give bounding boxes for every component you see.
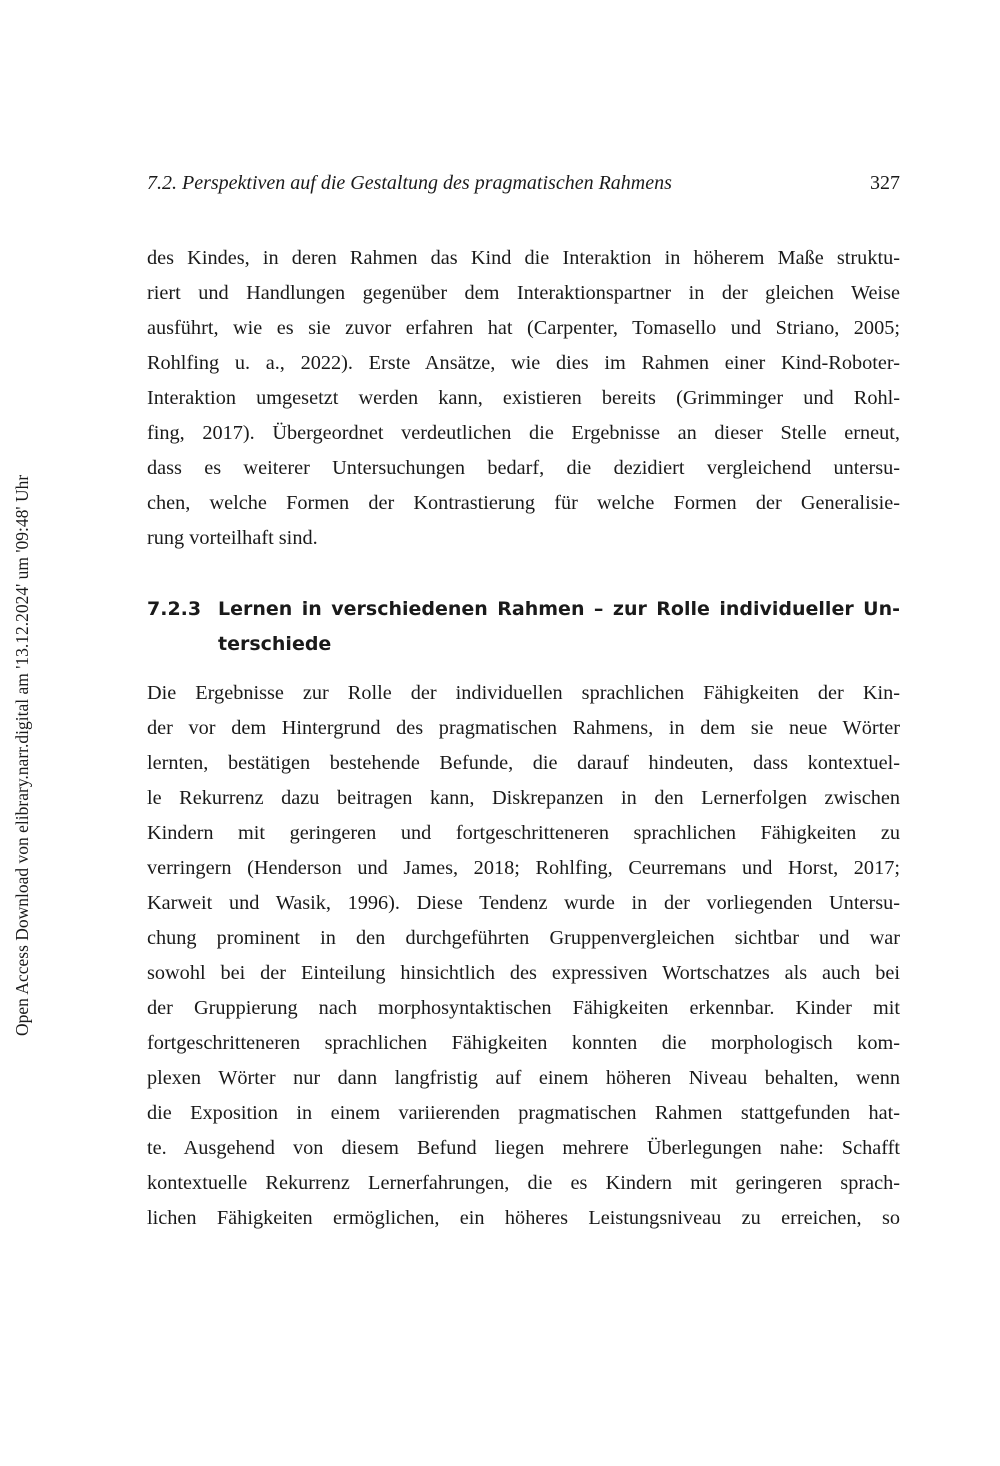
text-line: chung prominent in den durchgeführten Gruppenvergleichen sichtbar und war (147, 927, 900, 949)
section-title-line: Lernen in verschiedenen Rahmen – zur Rolle individueller Un- (218, 598, 900, 620)
paragraph-1 (147, 241, 900, 556)
text-line: le Rekurrenz dazu beitragen kann, Diskrepanzen in den Lernerfolgen zwischen (147, 787, 900, 809)
text-line: lernten, bestätigen bestehende Befunde, die darauf hindeuten, dass kontextuel- (147, 752, 900, 774)
section-title-line: terschiede (218, 633, 332, 655)
text-line: kontextuelle Rekurrenz Lernerfahrungen, die es Kindern mit geringeren sprach- (147, 1172, 900, 1194)
section-number: 7.2.3 (147, 598, 202, 620)
text-line: Die Ergebnisse zur Rolle der individuellen sprachlichen Fähigkeiten der Kin- (147, 682, 900, 704)
text-line: lichen Fähigkeiten ermöglichen, ein höheres Leistungsniveau zu erreichen, so (147, 1207, 900, 1229)
text-line: rung vorteilhaft sind. (147, 527, 318, 549)
text-line: Rohlfing u. a., 2022). Erste Ansätze, wie dies im Rahmen einer Kind-Roboter- (147, 352, 900, 374)
text-line: fortgeschritteneren sprachlichen Fähigkeiten konnten die morphologisch kom- (147, 1032, 900, 1054)
section-title (218, 592, 900, 662)
access-watermark: Open Access Download von elibrary.narr.digital am '13.12.2024' um '09:48' Uhr (12, 474, 32, 1036)
text-line: der vor dem Hintergrund des pragmatischen Rahmens, in dem sie neue Wörter (147, 717, 900, 739)
text-line: ausführt, wie es sie zuvor erfahren hat (Carpenter, Tomasello und Striano, 2005; (147, 317, 900, 339)
running-title: 7.2. Perspektiven auf die Gestaltung des pragmatischen Rahmens (147, 172, 672, 194)
running-header (147, 168, 900, 198)
text-line: Kindern mit geringeren und fortgeschritteneren sprachlichen Fähigkeiten zu (147, 822, 900, 844)
text-line: riert und Handlungen gegenüber dem Interaktionspartner in der gleichen Weise (147, 282, 900, 304)
text-line: plexen Wörter nur dann langfristig auf einem höheren Niveau behalten, wenn (147, 1067, 900, 1089)
text-line: verringern (Henderson und James, 2018; Rohlfing, Ceurremans und Horst, 2017; (147, 857, 900, 879)
text-line: te. Ausgehend von diesem Befund liegen mehrere Überlegungen nahe: Schafft (147, 1137, 900, 1159)
paragraph-2 (147, 676, 900, 1236)
text-line: des Kindes, in deren Rahmen das Kind die Interaktion in höherem Maße struktu- (147, 247, 900, 269)
text-line: die Exposition in einem variierenden pragmatischen Rahmen stattgefunden hat- (147, 1102, 900, 1124)
text-line: fing, 2017). Übergeordnet verdeutlichen die Ergebnisse an dieser Stelle erneut, (147, 422, 900, 444)
text-line: Interaktion umgesetzt werden kann, existieren bereits (Grimminger und Rohl- (147, 387, 900, 409)
page-number: 327 (870, 172, 900, 194)
text-line: dass es weiterer Untersuchungen bedarf, die dezidiert vergleichend untersu- (147, 457, 900, 479)
text-line: Karweit und Wasik, 1996). Diese Tendenz wurde in der vorliegenden Untersu- (147, 892, 900, 914)
text-line: der Gruppierung nach morphosyntaktischen Fähigkeiten erkennbar. Kinder mit (147, 997, 900, 1019)
text-line: chen, welche Formen der Kontrastierung für welche Formen der Generalisie- (147, 492, 900, 514)
text-line: sowohl bei der Einteilung hinsichtlich des expressiven Wortschatzes als auch bei (147, 962, 900, 984)
